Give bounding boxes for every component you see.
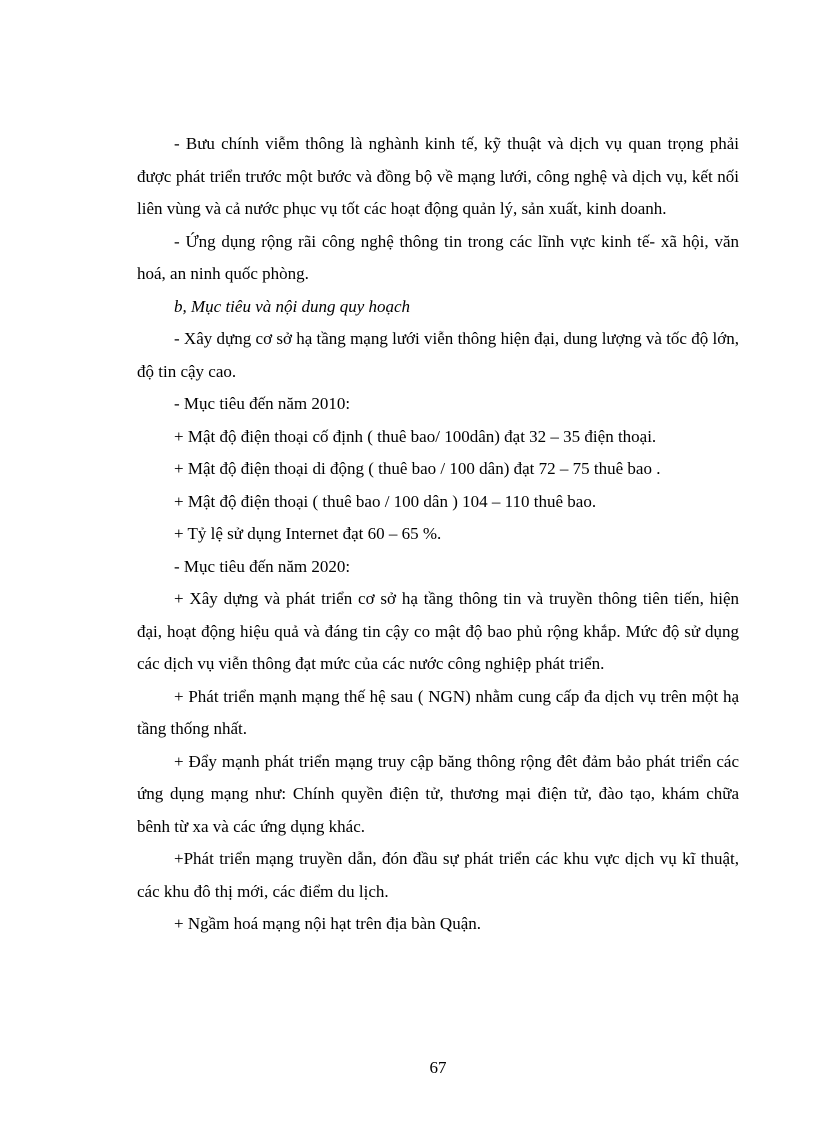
paragraph-phone-density: + Mật độ điện thoại ( thuê bao / 100 dân ) 104 – 110 thuê bao.: [174, 491, 597, 511]
section-heading-goals: b, Mục tiêu và nội dung quy hoạch: [174, 296, 411, 316]
paragraph-transmission: +Phát triển mạng truyền dẫn, đón đầu sự phát triển các khu vực dịch vụ kĩ thuật, các khu đô thị mới, các điểm du lịch.: [137, 849, 739, 901]
paragraph-infrastructure-2020: + Xây dựng và phát triển cơ sở hạ tầng thông tin và truyền thông tiên tiến, hiện đại, hoạt động hiệu quả và đáng tin cậy co mật độ bao phủ rộng khắp. Mức độ sử dụng các dịch vụ viễn thông đạt mức của các nước công nghiệp phát triển.: [137, 589, 739, 673]
paragraph-goal-2020: - Mục tiêu đến năm 2020:: [174, 556, 351, 576]
paragraph-broadband: + Đẩy mạnh phát triển mạng truy cập băng thông rộng đêt đảm bảo phát triển các ứng dụng mạng như: Chính quyền điện tử, thương mại điện tử, đào tạo, khám chữa bênh từ xa và các ứng dụng khác.: [137, 751, 739, 836]
paragraph-goal-2010: - Mục tiêu đến năm 2010:: [174, 394, 351, 413]
paragraph-telecom-role: - Bưu chính viễm thông là nghành kinh tế, kỹ thuật và dịch vụ quan trọng phải được phát triển trước một bước và đồng bộ về mạng lưới, công nghệ và dịch vụ, kết nối liên vùng và cả nước phục vụ tốt các hoạt động quản lý, sản xuất, kinh doanh.: [137, 134, 739, 218]
paragraph-ngn: + Phát triển mạnh mạng thế hệ sau ( NGN) nhằm cung cấp đa dịch vụ trên một hạ tầng thống nhất.: [137, 686, 739, 738]
paragraph-mobile-phone-density: + Mật độ điện thoại di động ( thuê bao / 100 dân) đạt 72 – 75 thuê bao .: [174, 459, 661, 478]
page-body: [137, 128, 739, 941]
paragraph-fixed-phone-density: + Mật độ điện thoại cố định ( thuê bao/ 100dân) đạt 32 – 35 điện thoại.: [174, 426, 657, 446]
page-number: 67: [429, 1058, 447, 1077]
paragraph-infrastructure: - Xây dựng cơ sở hạ tầng mạng lưới viễn thông hiện đại, dung lượng và tốc độ lớn, độ tin cậy cao.: [137, 329, 739, 381]
paragraph-underground-network: + Ngầm hoá mạng nội hạt trên địa bàn Quận.: [174, 914, 482, 933]
paragraph-it-application: - Ứng dụng rộng rãi công nghệ thông tin trong các lĩnh vực kinh tế- xã hội, văn hoá, an ninh quốc phòng.: [137, 231, 739, 283]
paragraph-internet-usage: + Tỷ lệ sử dụng Internet đạt 60 – 65 %.: [174, 524, 442, 543]
